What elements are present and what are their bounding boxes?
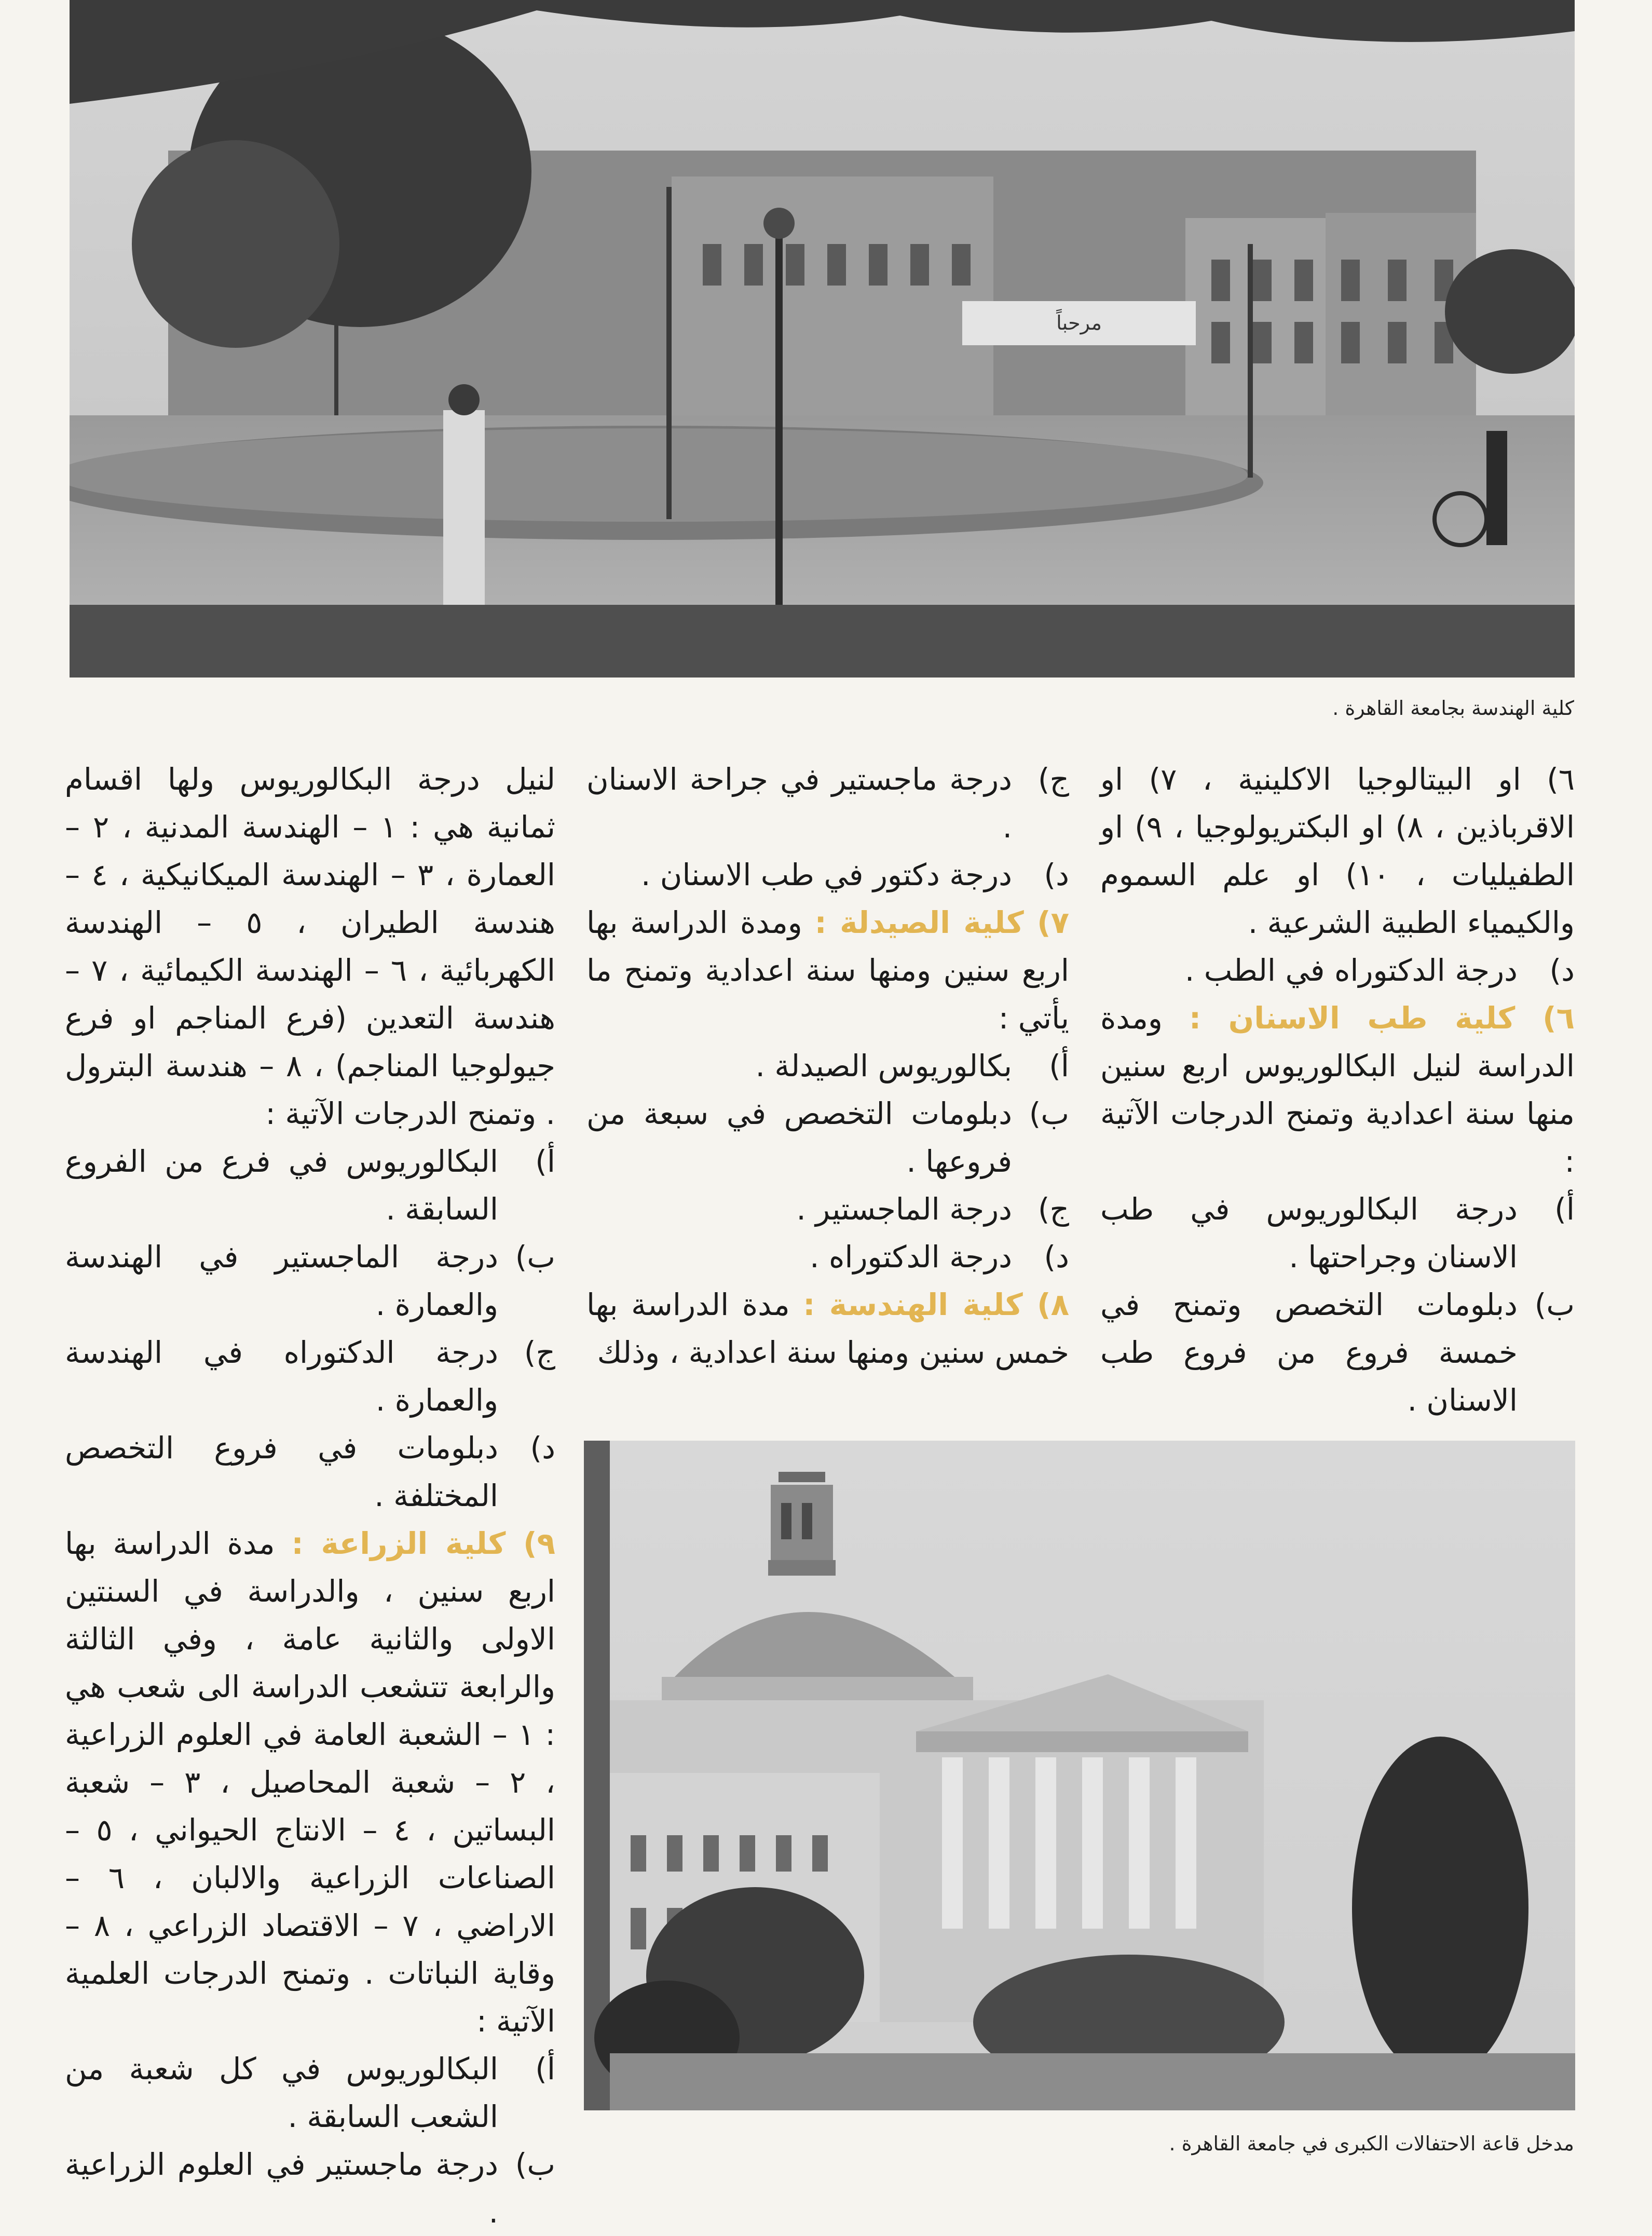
faculty-pharmacy-text: ومدة الدراسة بها اربع سنين ومنها سنة اعدادية وتمنح ما يأتي : [586,905,1069,1036]
faculty-engineering-heading: ٨) كلية الهندسة : [803,1287,1069,1322]
item-text: درجة الماجستير في الهندسة والعمارة . [65,1239,498,1322]
faculty-engineering-text: مدة الدراسة بها خمس سنين ومنها سنة اعدادية ، وذلك [586,1287,1069,1370]
list-item [65,2140,555,2236]
list-item [65,1137,555,1233]
item-text: دبلومات في فروع التخصص المختلفة . [65,1430,498,1513]
list-item [586,1090,1069,1185]
list-item [65,1424,555,1520]
item-label: د) [530,1430,555,1466]
item-text: بكالوريوس الصيدلة . [755,1048,1012,1083]
item-text: البكالوريوس في فرع من الفروع السابقة . [65,1144,498,1227]
item-label: ب) [515,1239,555,1275]
item-label: ج) [524,1335,555,1370]
item-label: د) [1044,857,1069,892]
faculty-dentistry-text: ومدة الدراسة لنيل البكالوريوس اربع سنين منها سنة اعدادية وتمنح الدرجات الآتية : [1100,1000,1575,1179]
item-text: دبلومات التخصص وتمنح في خمسة فروع من فروع طب الاسنان . [1100,1287,1518,1418]
list-item [586,1042,1069,1090]
item-text: دبلومات التخصص في سبعة من فروعها . [586,1096,1012,1179]
list-item [1100,1281,1575,1424]
item-text: درجة ماجستير في العلوم الزراعية . [65,2147,498,2230]
item-label: أ) [1554,1191,1575,1227]
list-item [586,1185,1069,1233]
item-text: درجة الماجستير . [796,1191,1012,1227]
item-label: أ) [1049,1048,1069,1083]
item-label: ج) [1037,762,1069,797]
item-label: ج) [1037,1191,1069,1227]
faculty-engineering-paragraph [586,1281,1069,1376]
left-intro: لنيل درجة البكالوريوس ولها اقسام ثمانية هي : ١ – الهندسة المدنية ، ٢ – العمارة ، ٣ – الهندسة الميكانيكية ، ٤ – هندسة الطيران ، ٥ – الهندسة الكهربائية ، ٦ – الهندسة الكيمائية ، ٧ – هندسة التعدين (فرع المناجم او فرع جيولوجيا المناجم) ، ٨ – هندسة البترول . وتمنح الدرجات الآتية : [65,762,556,1131]
list-item [65,1233,555,1329]
list-item [586,1233,1069,1281]
item-label: ب) [1029,1096,1069,1131]
list-item [65,2045,555,2140]
item-text: درجة البكالوريوس في طب الاسنان وجراحتها . [1100,1191,1518,1275]
item-label: أ) [535,1144,555,1179]
item-label: ب) [515,2147,555,2182]
faculty-dentistry-heading: ٦) كلية طب الاسنان : [1189,1000,1575,1036]
top-photo-caption: كلية الهندسة بجامعة القاهرة . [1332,697,1574,720]
faculty-agriculture-heading: ٩) كلية الزراعة : [291,1526,555,1561]
right-column [1100,755,1575,1424]
item-text: درجة الدكتوراه . [810,1239,1012,1275]
faculty-pharmacy-paragraph [586,899,1069,1042]
list-item [1100,946,1575,994]
engineering-faculty-photo [70,0,1575,677]
list-item [1100,1185,1575,1281]
list-item [586,851,1069,899]
banner-text: مرحباً [1056,311,1102,334]
item-text: درجة الدكتوراه في الطب . [1184,953,1518,988]
list-item [586,755,1069,851]
item-text: درجة دكتور في طب الاسنان . [640,857,1012,892]
faculty-dentistry-paragraph [1100,994,1575,1185]
item-text: البكالوريوس في كل شعبة من الشعب السابقة . [65,2051,498,2134]
item-label: أ) [535,2051,555,2086]
bottom-photo-caption: مدخل قاعة الاحتفالات الكبرى في جامعة القاهرة . [1169,2132,1574,2155]
middle-column [586,755,1069,1376]
item-text: درجة الدكتوراه في الهندسة والعمارة . [65,1335,498,1418]
left-column [65,755,555,2236]
faculty-agriculture-paragraph [65,1520,555,2045]
faculty-pharmacy-heading: ٧) كلية الصيدلة : [814,905,1069,940]
item-label: ب) [1534,1287,1575,1322]
item-text: درجة ماجستير في جراحة الاسنان . [586,762,1012,845]
faculty-agriculture-text: مدة الدراسة بها اربع سنين ، والدراسة في السنتين الاولى والثانية عامة ، وفي الثالثة والرابعة تتشعب الدراسة الى شعب هي : ١ – الشعبة العامة في العلوم الزراعية ، ٢ – شعبة المحاصيل ، ٣ – شعبة البساتين ، ٤ – الانتاج الحيواني ، ٥ – الصناعات الزراعية والالبان ، ٦ – الاراضي ، ٧ – الاقتصاد الزراعي ، ٨ – وقاية النباتات . وتمنح الدرجات العلمية الآتية : [65,1526,556,2039]
engineering-faculty-illustration [70,0,1575,677]
item-label: د) [1549,953,1575,988]
great-hall-illustration [584,1441,1575,2110]
item-label: د) [1044,1239,1069,1275]
list-item [65,1329,555,1424]
great-hall-photo [584,1441,1575,2110]
right-intro: ٦) او البيتالوجيا الاكلينية ، ٧) او الاقرباذين ، ٨) او البكتريولوجيا ، ٩) او الطفيليات ، ١٠) او علم السموم والكيمياء الطبية الشرعية . [1100,762,1575,940]
